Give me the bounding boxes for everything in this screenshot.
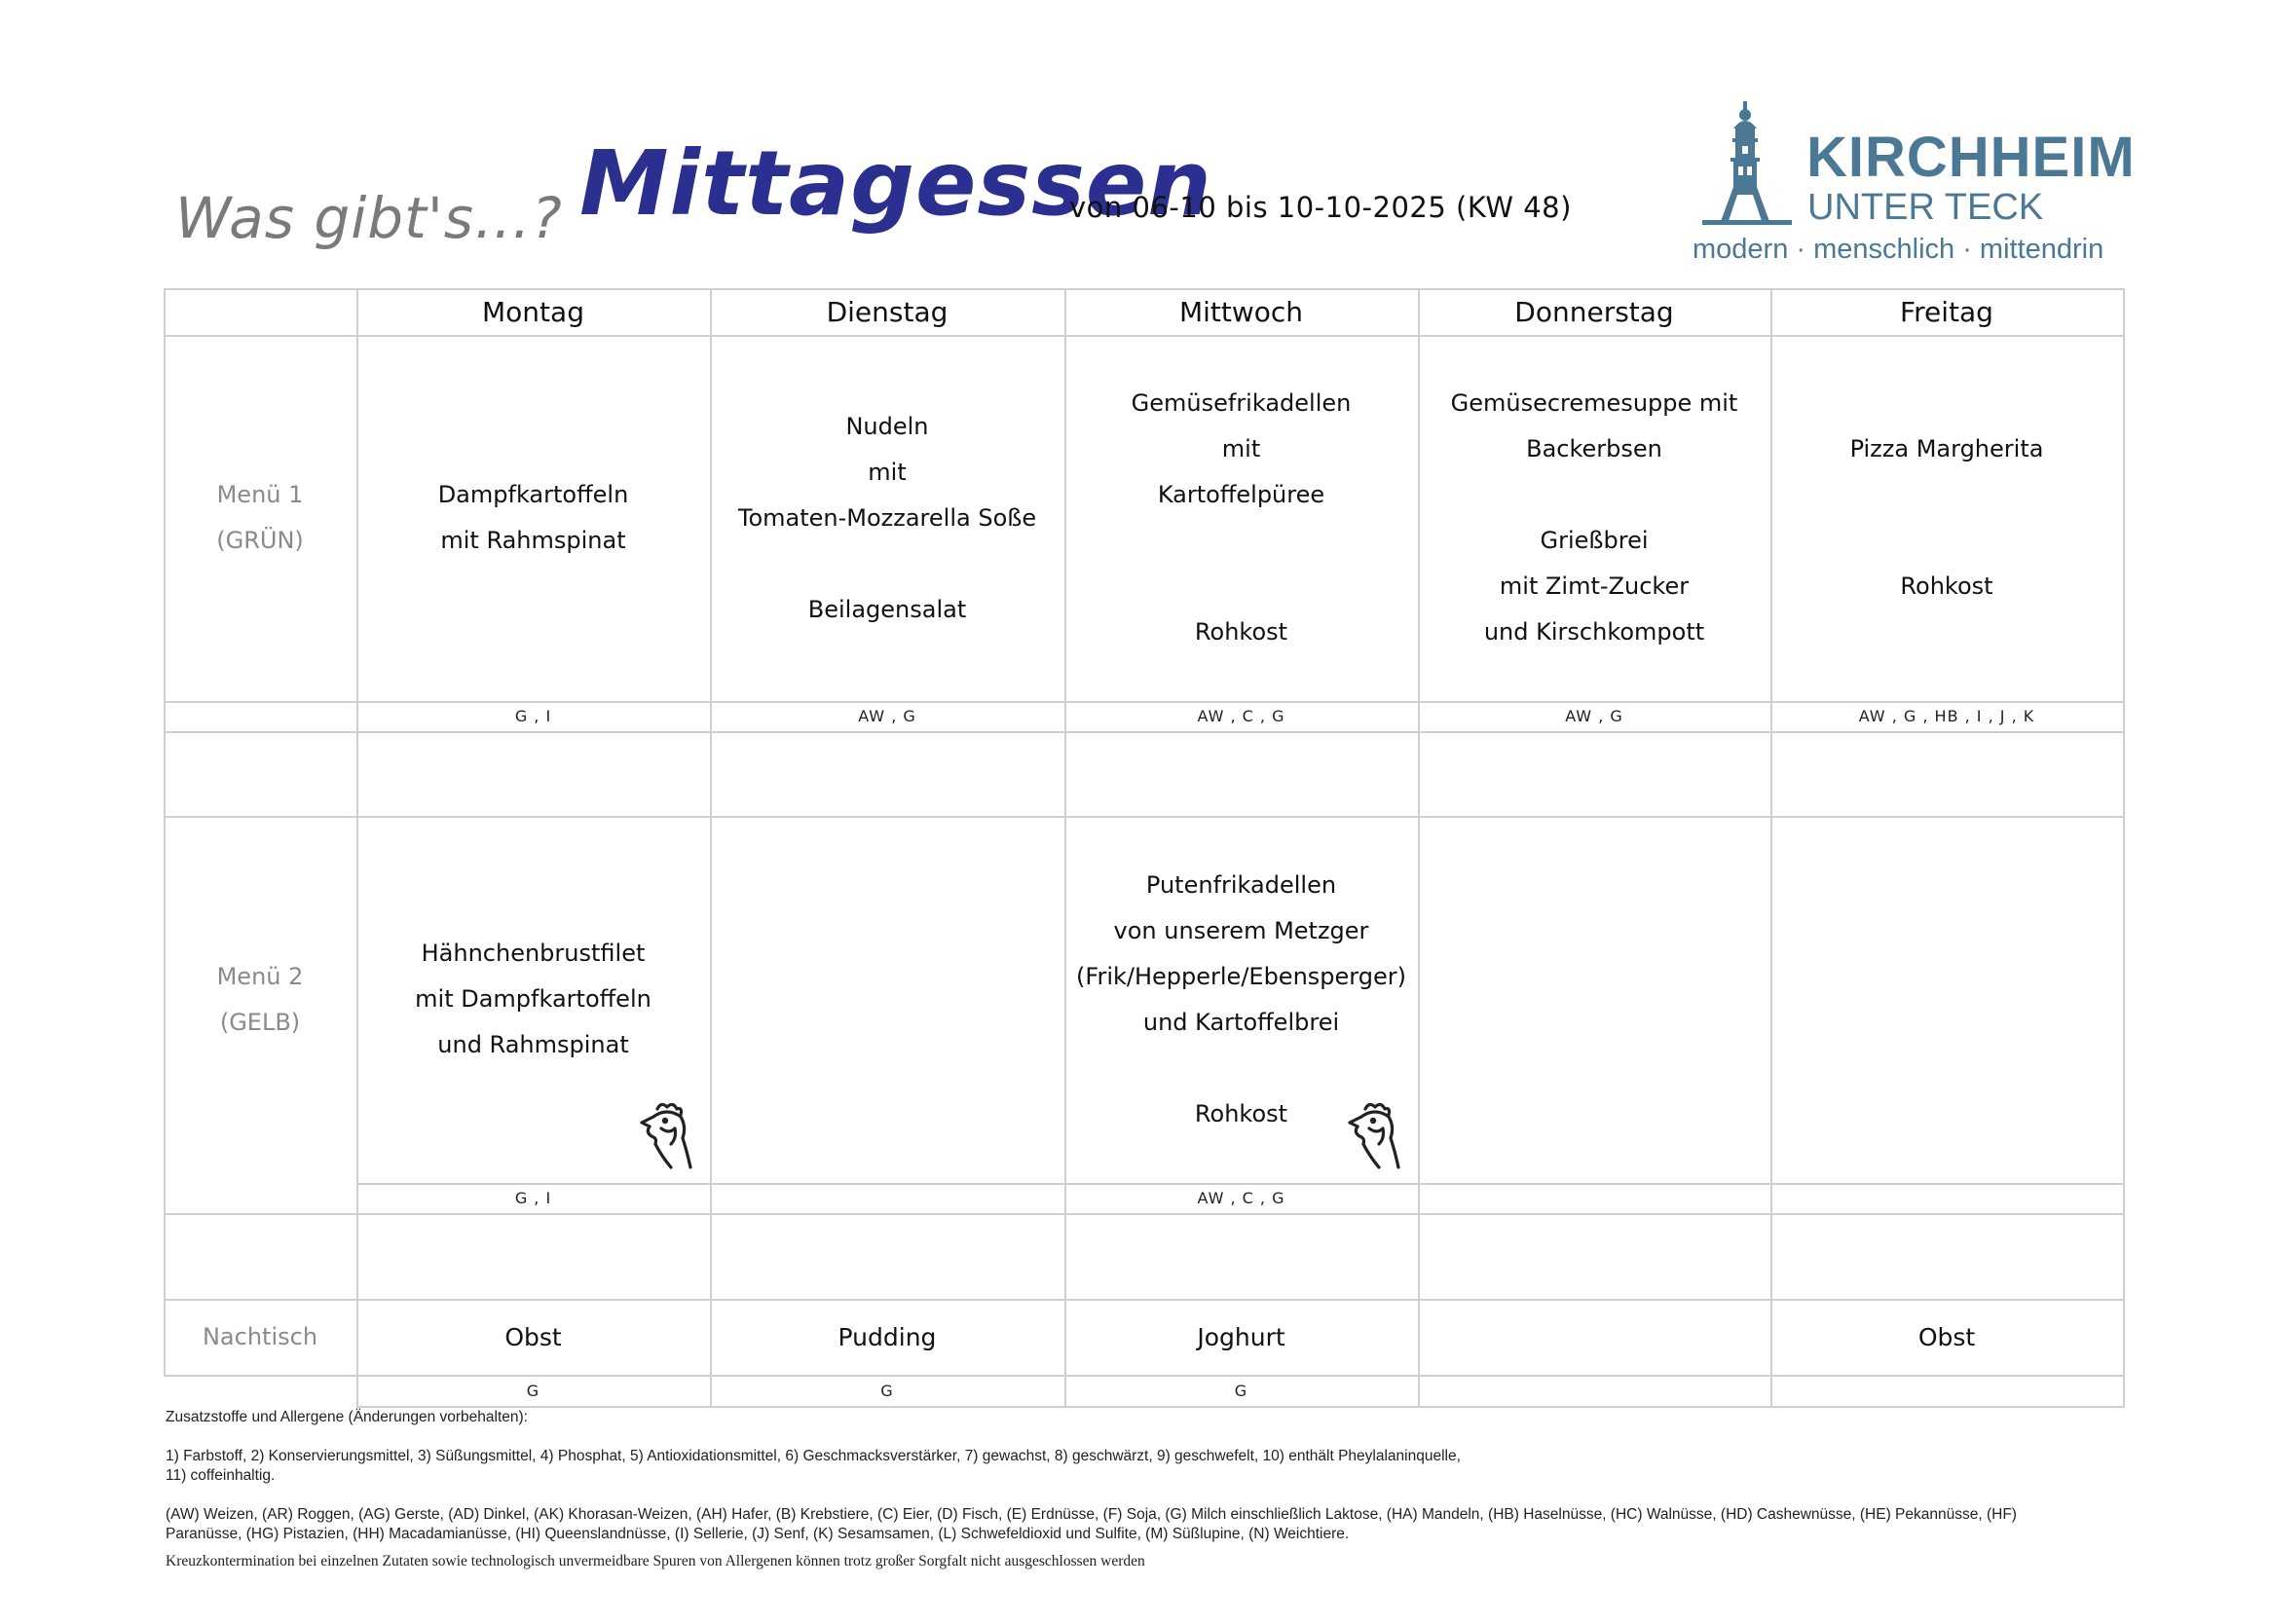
day-header: [1770, 288, 2123, 335]
dessert-allergens: [356, 1375, 710, 1406]
city-logo: [1693, 95, 2136, 271]
dessert-allergens: [1770, 1375, 2123, 1406]
menu2-dish-line: von unserem Metzger: [1113, 916, 1369, 944]
dessert-cell: [710, 1299, 1064, 1375]
dessert-cell: [356, 1299, 710, 1375]
day-name-3: Donnerstag: [1514, 295, 1674, 328]
menu2-dish-cell: [1418, 816, 1770, 1183]
footer-heading: Zusatzstoffe und Allergene (Änderungen vorbehalten):: [166, 1409, 528, 1425]
day-name-0: Montag: [482, 295, 584, 328]
menu1-allergens: [1418, 701, 1770, 731]
menu2-allergens: [710, 1183, 1064, 1213]
day-header: [1418, 288, 1770, 335]
allergens-line-1: (AW) Weizen, (AR) Roggen, (AG) Gerste, (AD) Dinkel, (AK) Khorasan-Weizen, (AH) Hafer, (B) Krebstiere, (C) Eier, (D) Fisch, (E) Erdnüsse, (F) Soja, (G) Milch einschließlich Laktose, (HA) Mandeln, (HB) Haselnüsse, (HC) Walnüsse, (HD) Cashewnüsse, (HE) Pekannüsse, (HF): [166, 1506, 2017, 1523]
menu1-dish-cell: [1064, 335, 1418, 701]
day-name-1: Dienstag: [826, 295, 949, 328]
dessert-cell: [1418, 1299, 1770, 1375]
menu1-dish-line: Kartoffelpüree: [1157, 481, 1325, 508]
menu2-label-subtitle: (GELB): [219, 1008, 301, 1036]
menu1-dish-cell: [710, 335, 1064, 701]
menu1-dish-line: Rohkost: [1900, 572, 1993, 600]
logo-name: KIRCHHEIM: [1806, 126, 2136, 189]
menu1-dish-line: [1238, 518, 1246, 564]
menu1-allergens: [710, 701, 1064, 731]
menu1-dish-line: Rohkost: [1194, 618, 1288, 646]
menu1-allergens-text: AW , C , G: [1197, 707, 1285, 725]
week-period: von 06-10 bis 10-10-2025 (KW 48): [1069, 191, 1572, 224]
menu1-allergens-text: G , I: [514, 707, 552, 725]
menu2-dish-line: mit Dampfkartoffeln: [415, 985, 651, 1013]
menu1-dish-line: Gemüsecremesuppe mit: [1450, 389, 1738, 417]
menu1-allergens: [356, 701, 710, 731]
menu1-dish-line: Nudeln: [845, 412, 929, 440]
dessert-cell: [1064, 1299, 1418, 1375]
chicken-icon: [1336, 1099, 1404, 1173]
dessert-allergens-text: G: [880, 1381, 894, 1400]
allergens-line-2: Paranüsse, (HG) Pistazien, (HH) Macadamianüsse, (HI) Queenslandnüsse, (I) Sellerie, (J) Senf, (K) Sesamsamen, (L) Schwefeldioxid und Sulfite, (M) Süßlupine, (N) Weichtiere.: [166, 1526, 1350, 1542]
menu1-dish-line: Pizza Margherita: [1849, 435, 2044, 462]
menu1-dish-line: und Kirschkompott: [1483, 618, 1705, 646]
dessert-item: Joghurt: [1197, 1322, 1285, 1351]
dessert-cell: [1770, 1299, 2123, 1375]
menu1-dish-line: mit: [868, 458, 907, 486]
grid-line: [164, 1213, 2125, 1215]
dessert-allergens-text: G: [1234, 1381, 1248, 1400]
menu1-dish-cell: [356, 335, 710, 701]
dessert-label-text: Nachtisch: [202, 1322, 318, 1350]
day-header: [710, 288, 1064, 335]
menu1-dish-line: [1238, 564, 1246, 609]
menu2-dish-line: Rohkost: [1194, 1099, 1288, 1127]
menu2-allergens: [1064, 1183, 1418, 1213]
dessert-allergens: [1064, 1375, 1418, 1406]
menu1-dish-line: mit Rahmspinat: [440, 527, 626, 554]
menu1-dish-line: Dampfkartoffeln: [437, 481, 629, 508]
menu1-dish-cell: [1418, 335, 1770, 701]
menu2-allergens: [1418, 1183, 1770, 1213]
day-header: [1064, 288, 1418, 335]
disclaimer: Kreuzkontermination bei einzelnen Zutaten sowie technologisch unvermeidbare Spuren von Allergenen können trotz großer Sorgfalt nicht ausgeschlossen werden: [166, 1553, 1145, 1569]
menu2-allergens: [356, 1183, 710, 1213]
menu2-dish-line: und Rahmspinat: [437, 1031, 629, 1058]
menu2-dish-line: [1238, 1046, 1246, 1091]
menu2-label-title: Menü 2: [216, 962, 304, 990]
menu1-dish-line: [1590, 472, 1598, 518]
dessert-item: Obst: [1917, 1322, 1976, 1351]
day-header: [356, 288, 710, 335]
menu1-allergens-text: AW , G: [1565, 707, 1623, 725]
menu1-dish-line: [1943, 518, 1951, 564]
menu2-label: [164, 816, 356, 1183]
menu1-label-title: Menü 1: [216, 481, 304, 508]
additives-list: [166, 1447, 2113, 1486]
page-title: Mittagessen: [579, 131, 1212, 236]
menu2-dish-line: Hähnchenbrustfilet: [421, 940, 646, 967]
dessert-allergens: [710, 1375, 1064, 1406]
menu2-dish-line: und Kartoffelbrei: [1142, 1008, 1340, 1036]
menu1-label: [164, 335, 356, 701]
menu1-dish-line: Backerbsen: [1526, 435, 1662, 462]
menu1-dish-line: Tomaten-Mozzarella Soße: [737, 503, 1037, 532]
dessert-item: Obst: [504, 1322, 562, 1351]
menu1-allergens: [1064, 701, 1418, 731]
additives-line-2: 11) coffeinhaltig.: [166, 1467, 276, 1484]
menu2-dish-cell: [710, 816, 1064, 1183]
allergens-list: [166, 1505, 2113, 1544]
chicken-icon: [628, 1099, 696, 1173]
day-name-4: Freitag: [1900, 295, 1993, 328]
church-tower-icon: [1700, 99, 1794, 226]
menu2-dish-cell: [1770, 816, 2123, 1183]
menu1-dish-line: [1943, 472, 1951, 518]
menu1-label-subtitle: (GRÜN): [216, 527, 304, 554]
menu2-dish-line: (Frik/Hepperle/Ebensperger): [1076, 962, 1406, 990]
menu1-dish-line: mit Zimt-Zucker: [1499, 572, 1690, 600]
menu1-dish-line: Grießbrei: [1540, 527, 1649, 554]
menu1-dish-line: [883, 541, 891, 587]
additives-line-1: 1) Farbstoff, 2) Konservierungsmittel, 3) Süßungsmittel, 4) Phosphat, 5) Antioxidationsmittel, 6) Geschmacksverstärker, 7) gewachst, 8) geschwärzt, 9) geschwefelt, 10) enthält Pheylalaninquelle,: [166, 1448, 1461, 1464]
menu1-allergens: [1770, 701, 2123, 731]
grid-line: [164, 731, 2125, 733]
dessert-item: Pudding: [837, 1322, 937, 1351]
menu1-dish-line: mit: [1221, 435, 1261, 462]
grid-line: [2123, 288, 2125, 1408]
logo-subname: UNTER TECK: [1807, 187, 2044, 228]
menu2-allergens-text: AW , C , G: [1197, 1189, 1285, 1207]
menu2-allergens-text: G , I: [514, 1189, 552, 1207]
intro-text: Was gibt's…?: [175, 185, 563, 251]
footer-notes: [166, 1408, 2113, 1571]
menu1-dish-cell: [1770, 335, 2123, 701]
dessert-allergens-text: G: [526, 1381, 540, 1400]
menu1-allergens-text: AW , G: [858, 707, 916, 725]
dessert-label: [164, 1299, 356, 1375]
menu1-allergens-text: AW , G , HB , I , J , K: [1858, 707, 2035, 725]
menu2-allergens: [1770, 1183, 2123, 1213]
dessert-allergens: [1418, 1375, 1770, 1406]
menu2-dish-line: Putenfrikadellen: [1145, 870, 1337, 899]
menu1-dish-line: Gemüsefrikadellen: [1131, 389, 1352, 417]
day-name-2: Mittwoch: [1178, 295, 1304, 328]
menu1-dish-line: Beilagensalat: [807, 595, 967, 623]
logo-tagline: modern · menschlich · mittendrin: [1693, 234, 2104, 265]
